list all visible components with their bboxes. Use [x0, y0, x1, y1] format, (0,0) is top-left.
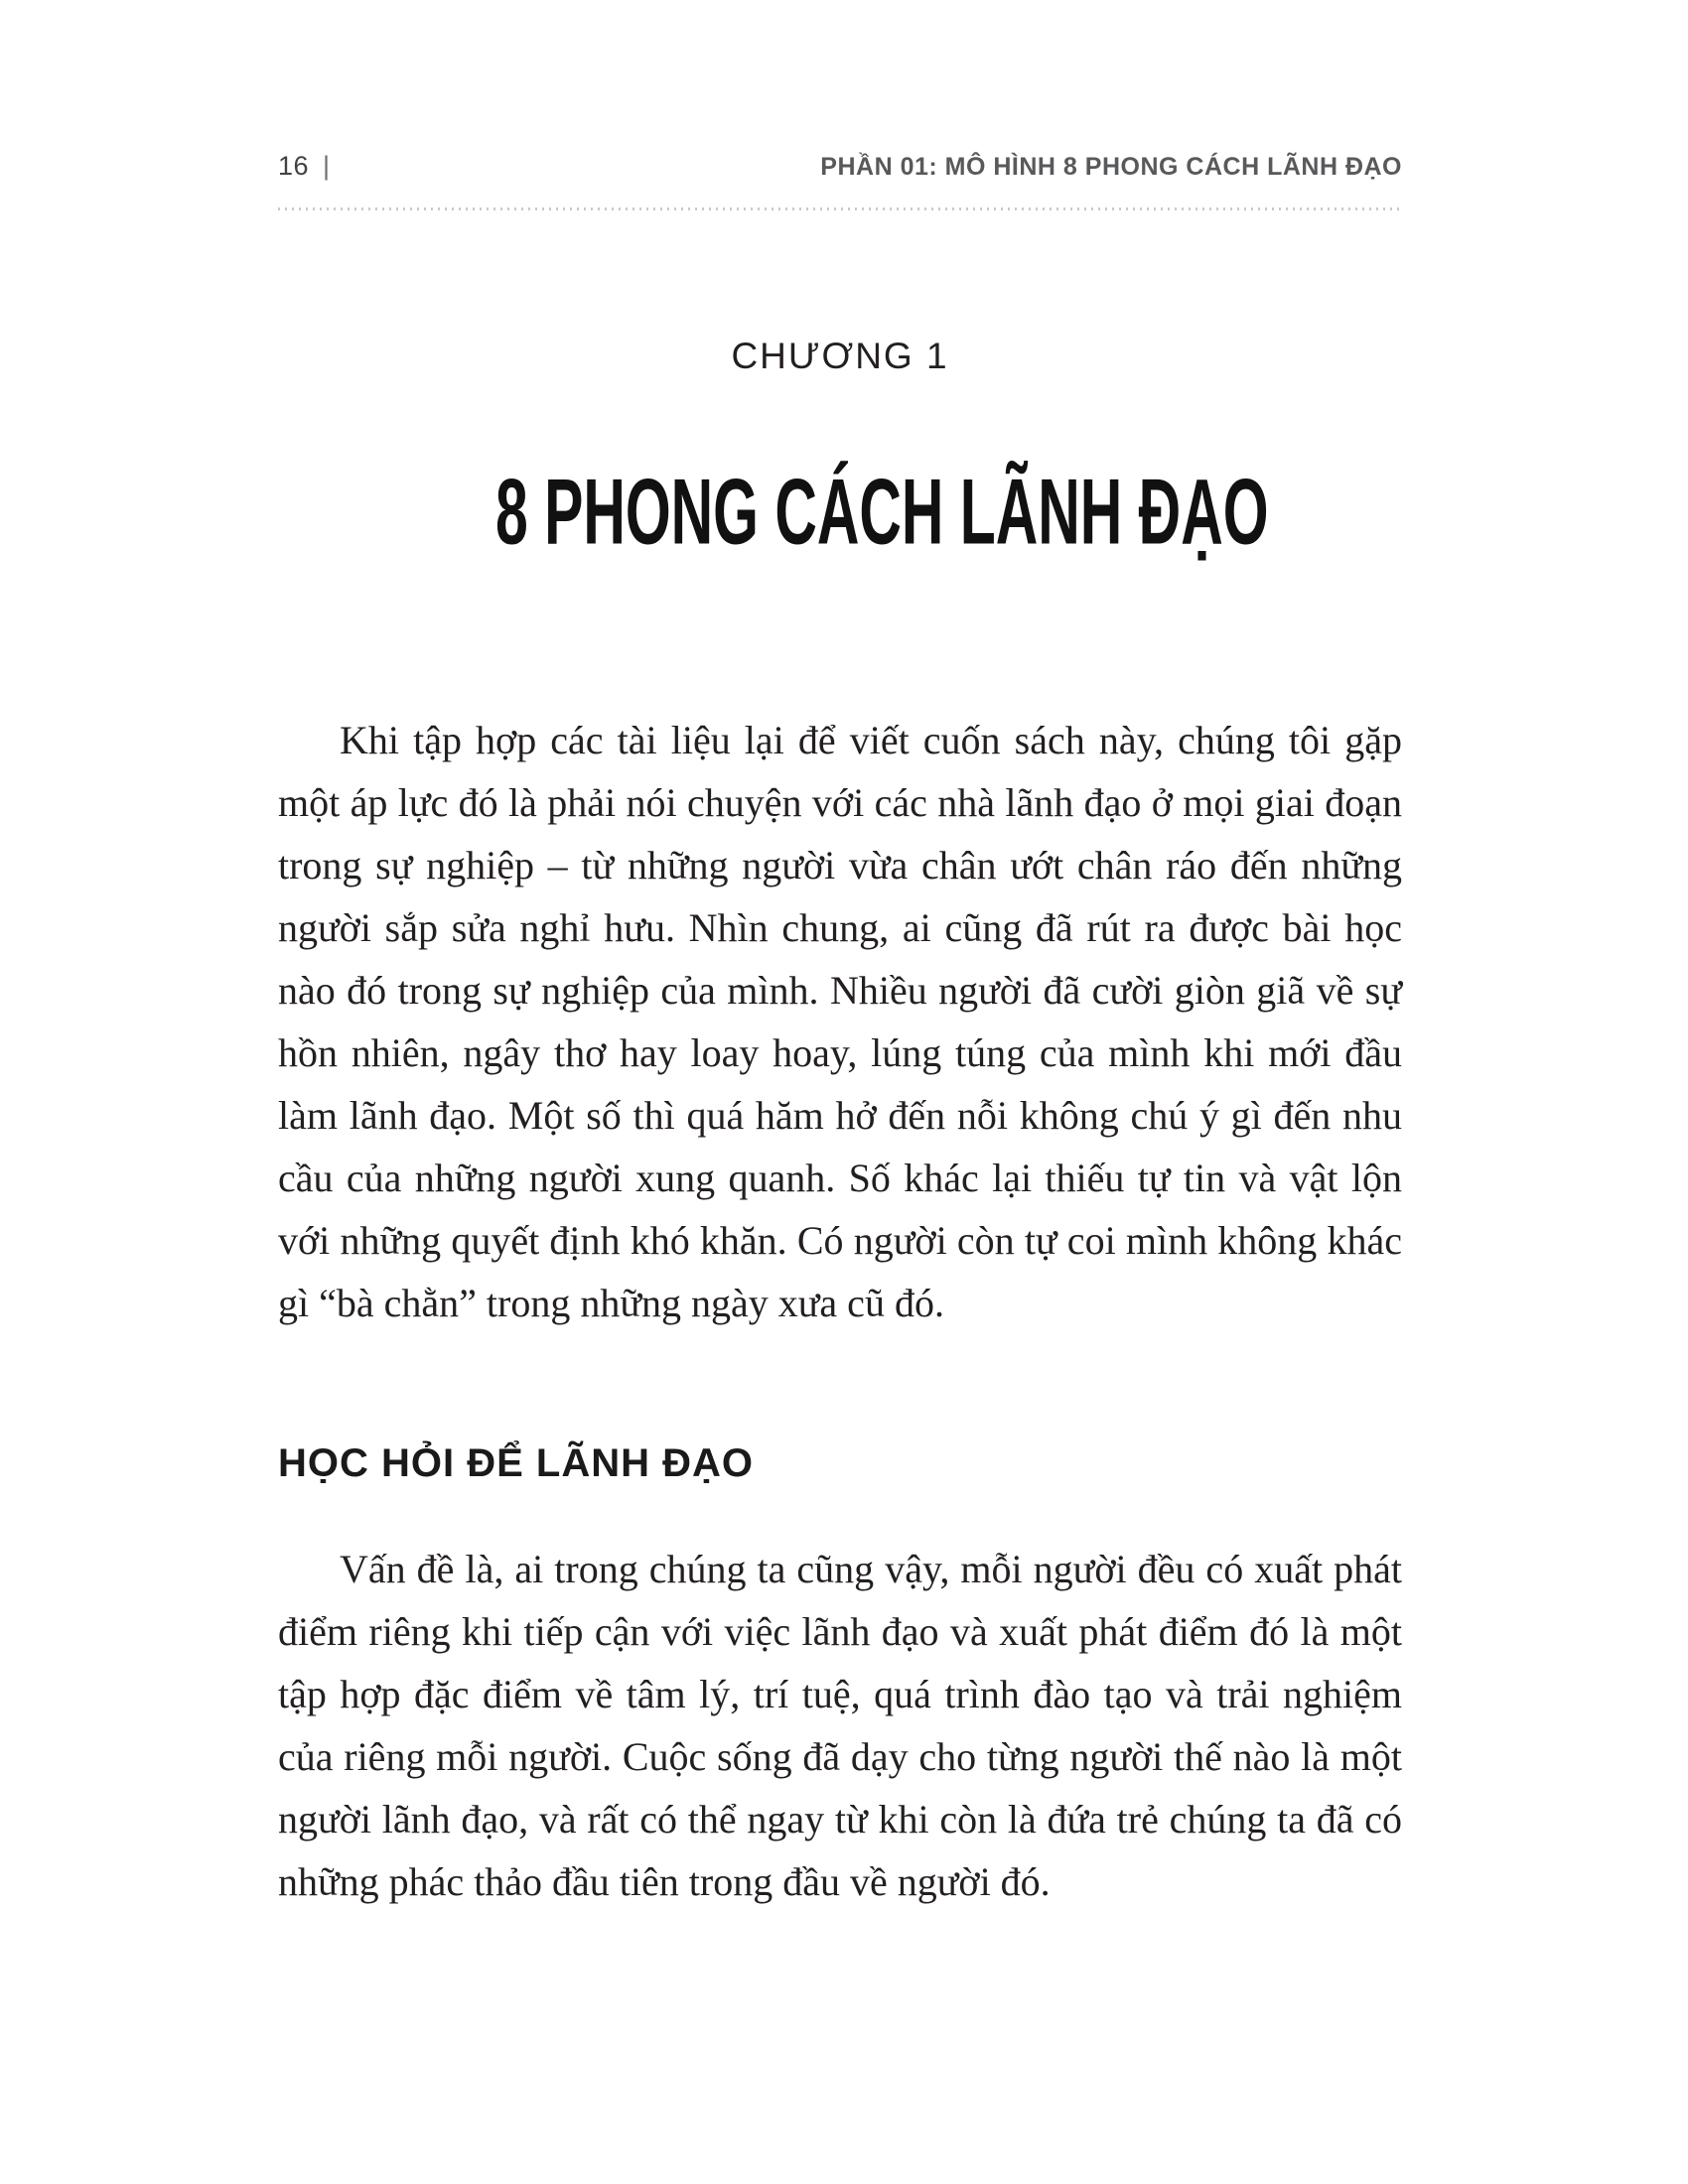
page-content [278, 0, 1402, 1913]
page-number-divider: | [323, 151, 331, 181]
body-paragraph-1: Khi tập hợp các tài liệu lại để viết cuốn sách này, chúng tôi gặp một áp lực đó là phải nói chuyện với các nhà lãnh đạo ở mọi giai đoạn trong sự nghiệp – từ những người vừa chân ướt chân ráo đến những người sắp sửa nghỉ hưu. Nhìn chung, ai cũng đã rút ra được bài học nào đó trong sự nghiệp của mình. Nhiều người đã cười giòn giã về sự hồn nhiên, ngây thơ hay loay hoay, lúng túng của mình khi mới đầu làm lãnh đạo. Một số thì quá hăm hở đến nỗi không chú ý gì đến nhu cầu của những người xung quanh. Số khác lại thiếu tự tin và vật lộn với những quyết định khó khăn. Có người còn tự coi mình không khác gì “bà chằn” trong những ngày xưa cũ đó. [278, 718, 1402, 1325]
page-number-block [278, 151, 331, 182]
section-heading: HỌC HỎI ĐỂ LÃNH ĐẠO [278, 1441, 754, 1485]
chapter-title [278, 460, 1402, 565]
page-number: 16 [278, 151, 310, 181]
running-title: PHẦN 01: MÔ HÌNH 8 PHONG CÁCH LÃNH ĐẠO [820, 153, 1402, 181]
header-divider-rule [278, 207, 1402, 210]
body-paragraph-2: Vấn đề là, ai trong chúng ta cũng vậy, mỗi người đều có xuất phát điểm riêng khi tiếp cận với việc lãnh đạo và xuất phát điểm đó là một tập hợp đặc điểm về tâm lý, trí tuệ, quá trình đào tạo và trải nghiệm của riêng mỗi người. Cuộc sống đã dạy cho từng người thế nào là một người lãnh đạo, và rất có thể ngay từ khi còn là đứa trẻ chúng ta đã có những phác thảo đầu tiên trong đầu về người đó. [278, 1547, 1402, 1904]
page-header [278, 0, 1402, 182]
chapter-kicker: CHƯƠNG 1 [731, 336, 949, 376]
chapter-title-text: 8 PHONG CÁCH LÃNH ĐẠO [494, 460, 1269, 565]
